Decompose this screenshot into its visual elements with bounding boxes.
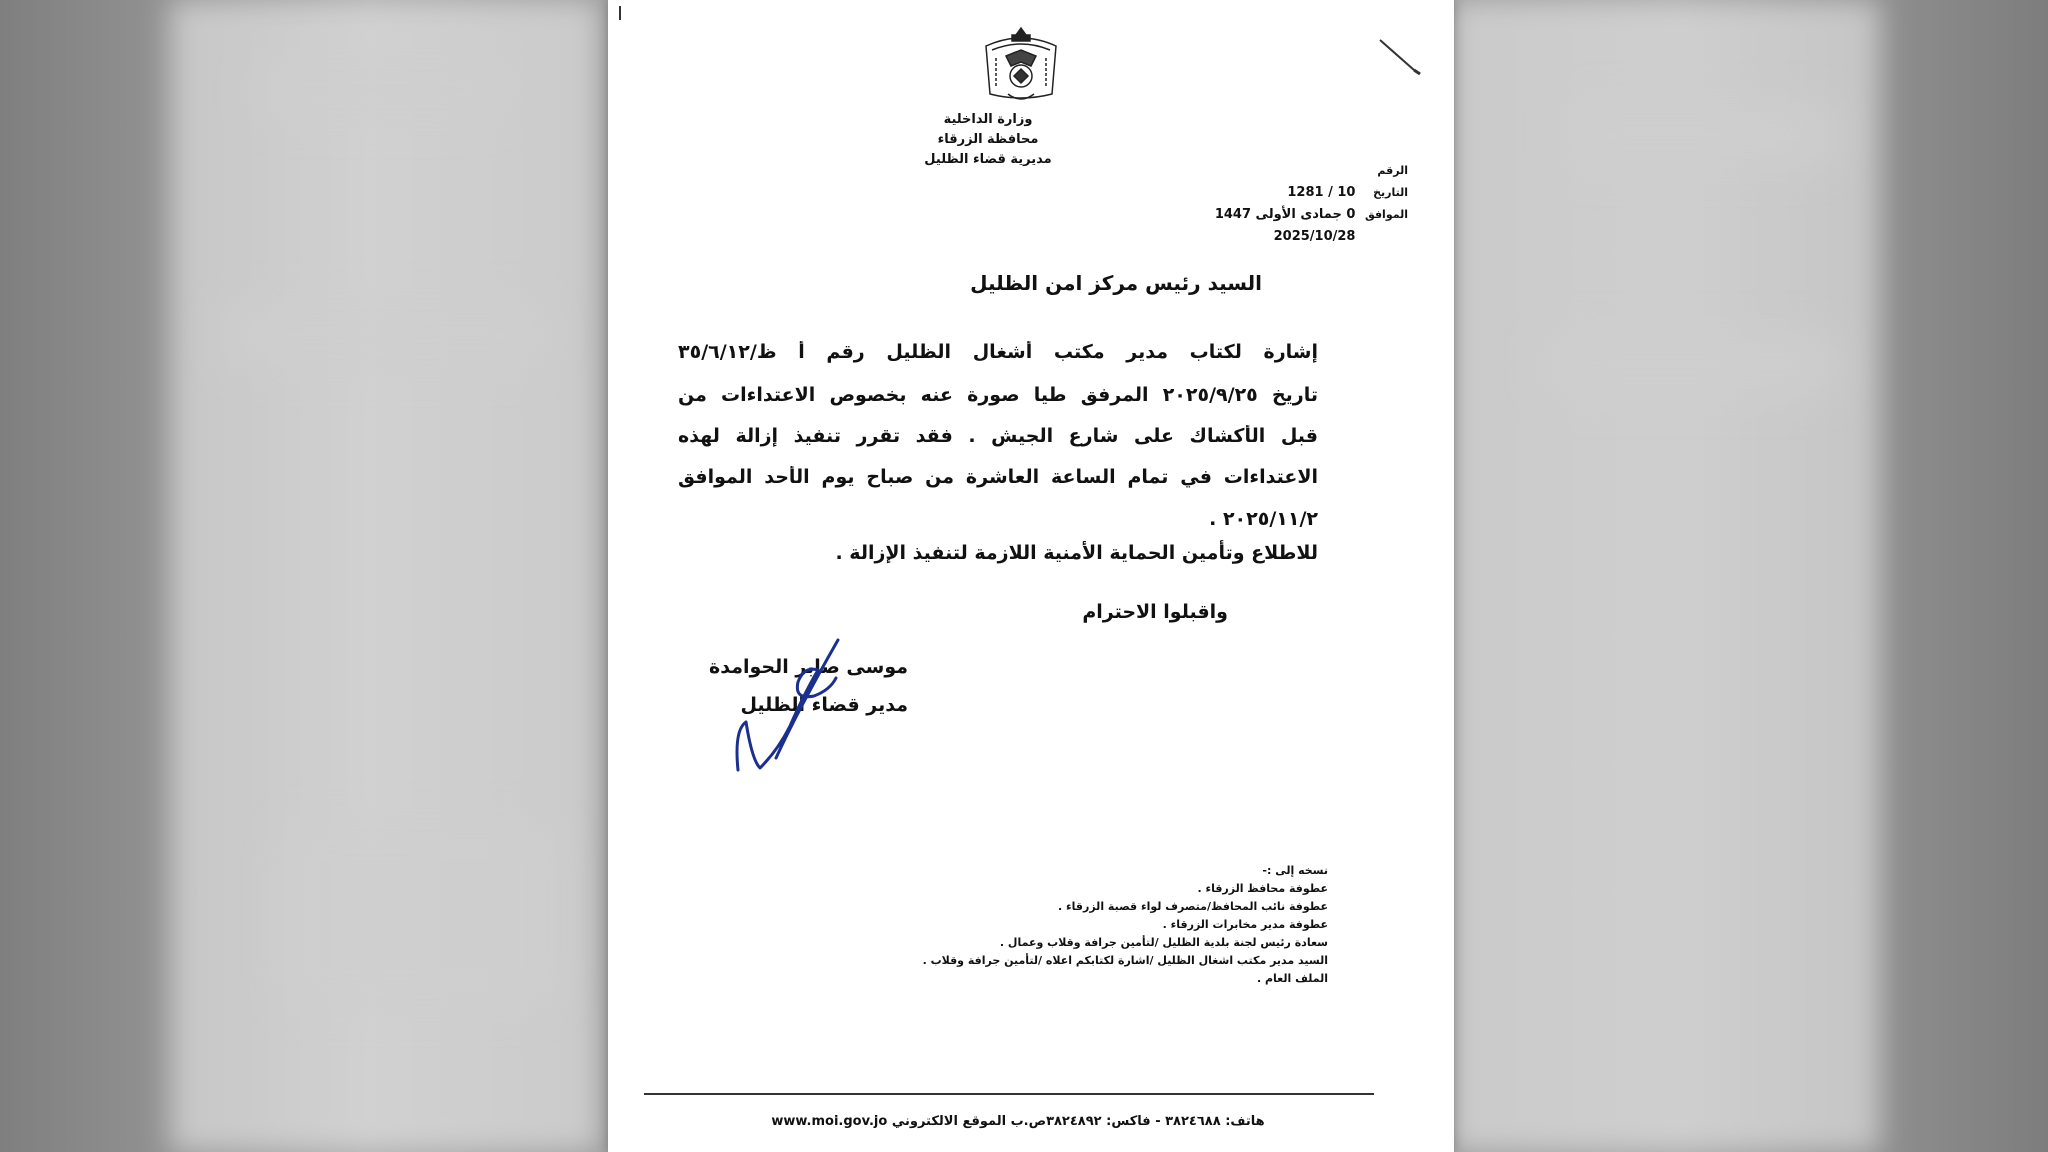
blurred-shape bbox=[250, 60, 510, 120]
ministry-name: وزارة الداخلية bbox=[943, 112, 1033, 127]
body-line: قبل الأكشاك على شارع الجيش . فقد تقرر تنفيذ إزالة لهذه bbox=[678, 425, 1318, 447]
blurred-shape bbox=[1560, 100, 1840, 170]
copy-recipient: سعادة رئيس لجنة بلدية الظليل /لتأمين جرافة وقلاب وعمال . bbox=[999, 936, 1328, 949]
reference-date-label: التاريخ bbox=[1373, 186, 1408, 199]
blurred-shape bbox=[220, 300, 550, 370]
reference-number-label: الرقم bbox=[1377, 164, 1408, 177]
copy-recipient: عطوفة محافظ الزرقاء . bbox=[1197, 882, 1328, 895]
reference-gregorian-value: 2025/10/28 bbox=[1273, 229, 1356, 244]
body-line: تاريخ ٢٠٢٥/٩/٢٥ المرفق طيا صورة عنه بخصوص الاعتداءات من bbox=[678, 384, 1318, 406]
body-line: الاعتداءات في تمام الساعة العاشرة من صباح يوم الأحد الموافق bbox=[678, 466, 1318, 488]
reference-hijri-value: 0 جمادى الأولى 1447 bbox=[1214, 207, 1356, 222]
copy-recipient: الملف العام . bbox=[1256, 972, 1328, 985]
body-line: إشارة لكتاب مدير مكتب أشغال الظليل رقم أ ظ/٣٥/٦/١٢ bbox=[678, 341, 1318, 363]
request-line: للاطلاع وتأمين الحماية الأمنية اللازمة لتنفيذ الإزالة . bbox=[835, 542, 1318, 564]
signatory-name: موسى صابر الحوامدة bbox=[709, 656, 908, 678]
signatory-title: مدير قضاء الظليل bbox=[740, 694, 908, 716]
governorate-name: محافظة الزرقاء bbox=[937, 132, 1039, 147]
reference-number-value: 10 / 1281 bbox=[1287, 185, 1356, 200]
blurred-shape bbox=[1540, 330, 1840, 400]
reference-block bbox=[1168, 160, 1408, 248]
handwritten-signature bbox=[718, 630, 898, 780]
corner-mark bbox=[619, 6, 621, 20]
reference-gregorian-row bbox=[1168, 226, 1408, 248]
closing-line: واقبلوا الاحترام bbox=[1082, 601, 1228, 623]
reference-hijri-row bbox=[1168, 204, 1408, 226]
letterhead bbox=[888, 110, 1088, 170]
reference-date-row bbox=[1168, 182, 1408, 204]
copy-recipient: عطوفة مدير مخابرات الزرقاء . bbox=[1162, 918, 1328, 931]
copies-heading: نسخه إلى :- bbox=[1262, 864, 1328, 877]
addressee: السيد رئيس مركز امن الظليل bbox=[970, 271, 1262, 295]
reference-hijri-label: الموافق bbox=[1364, 208, 1408, 221]
copies-list bbox=[878, 862, 1328, 988]
pen-stroke-mark bbox=[1378, 38, 1428, 78]
blurred-shape bbox=[280, 820, 560, 1010]
blurred-background-right bbox=[1450, 0, 1880, 1152]
reference-number-row bbox=[1168, 160, 1408, 182]
coat-of-arms-icon bbox=[978, 24, 1064, 106]
directorate-name: مديرية قضاء الظليل bbox=[924, 152, 1052, 167]
footer-contact: هاتف: ٣٨٢٤٦٨٨ - فاكس: ٣٨٢٤٨٩٢ص.ب الموقع الالكتروني www.moi.gov.jo bbox=[771, 1114, 1265, 1129]
copy-recipient: عطوفة نائب المحافظ/متصرف لواء قصبة الزرقاء . bbox=[1058, 900, 1328, 913]
footer-divider bbox=[644, 1093, 1374, 1095]
letter-page bbox=[608, 0, 1454, 1152]
copy-recipient: السيد مدير مكتب اشغال الظليل /اشارة لكتابكم اعلاه /لتأمين جرافة وقلاب . bbox=[922, 954, 1328, 967]
body-last-line: ٢٠٢٥/١١/٢ . bbox=[1209, 508, 1318, 530]
